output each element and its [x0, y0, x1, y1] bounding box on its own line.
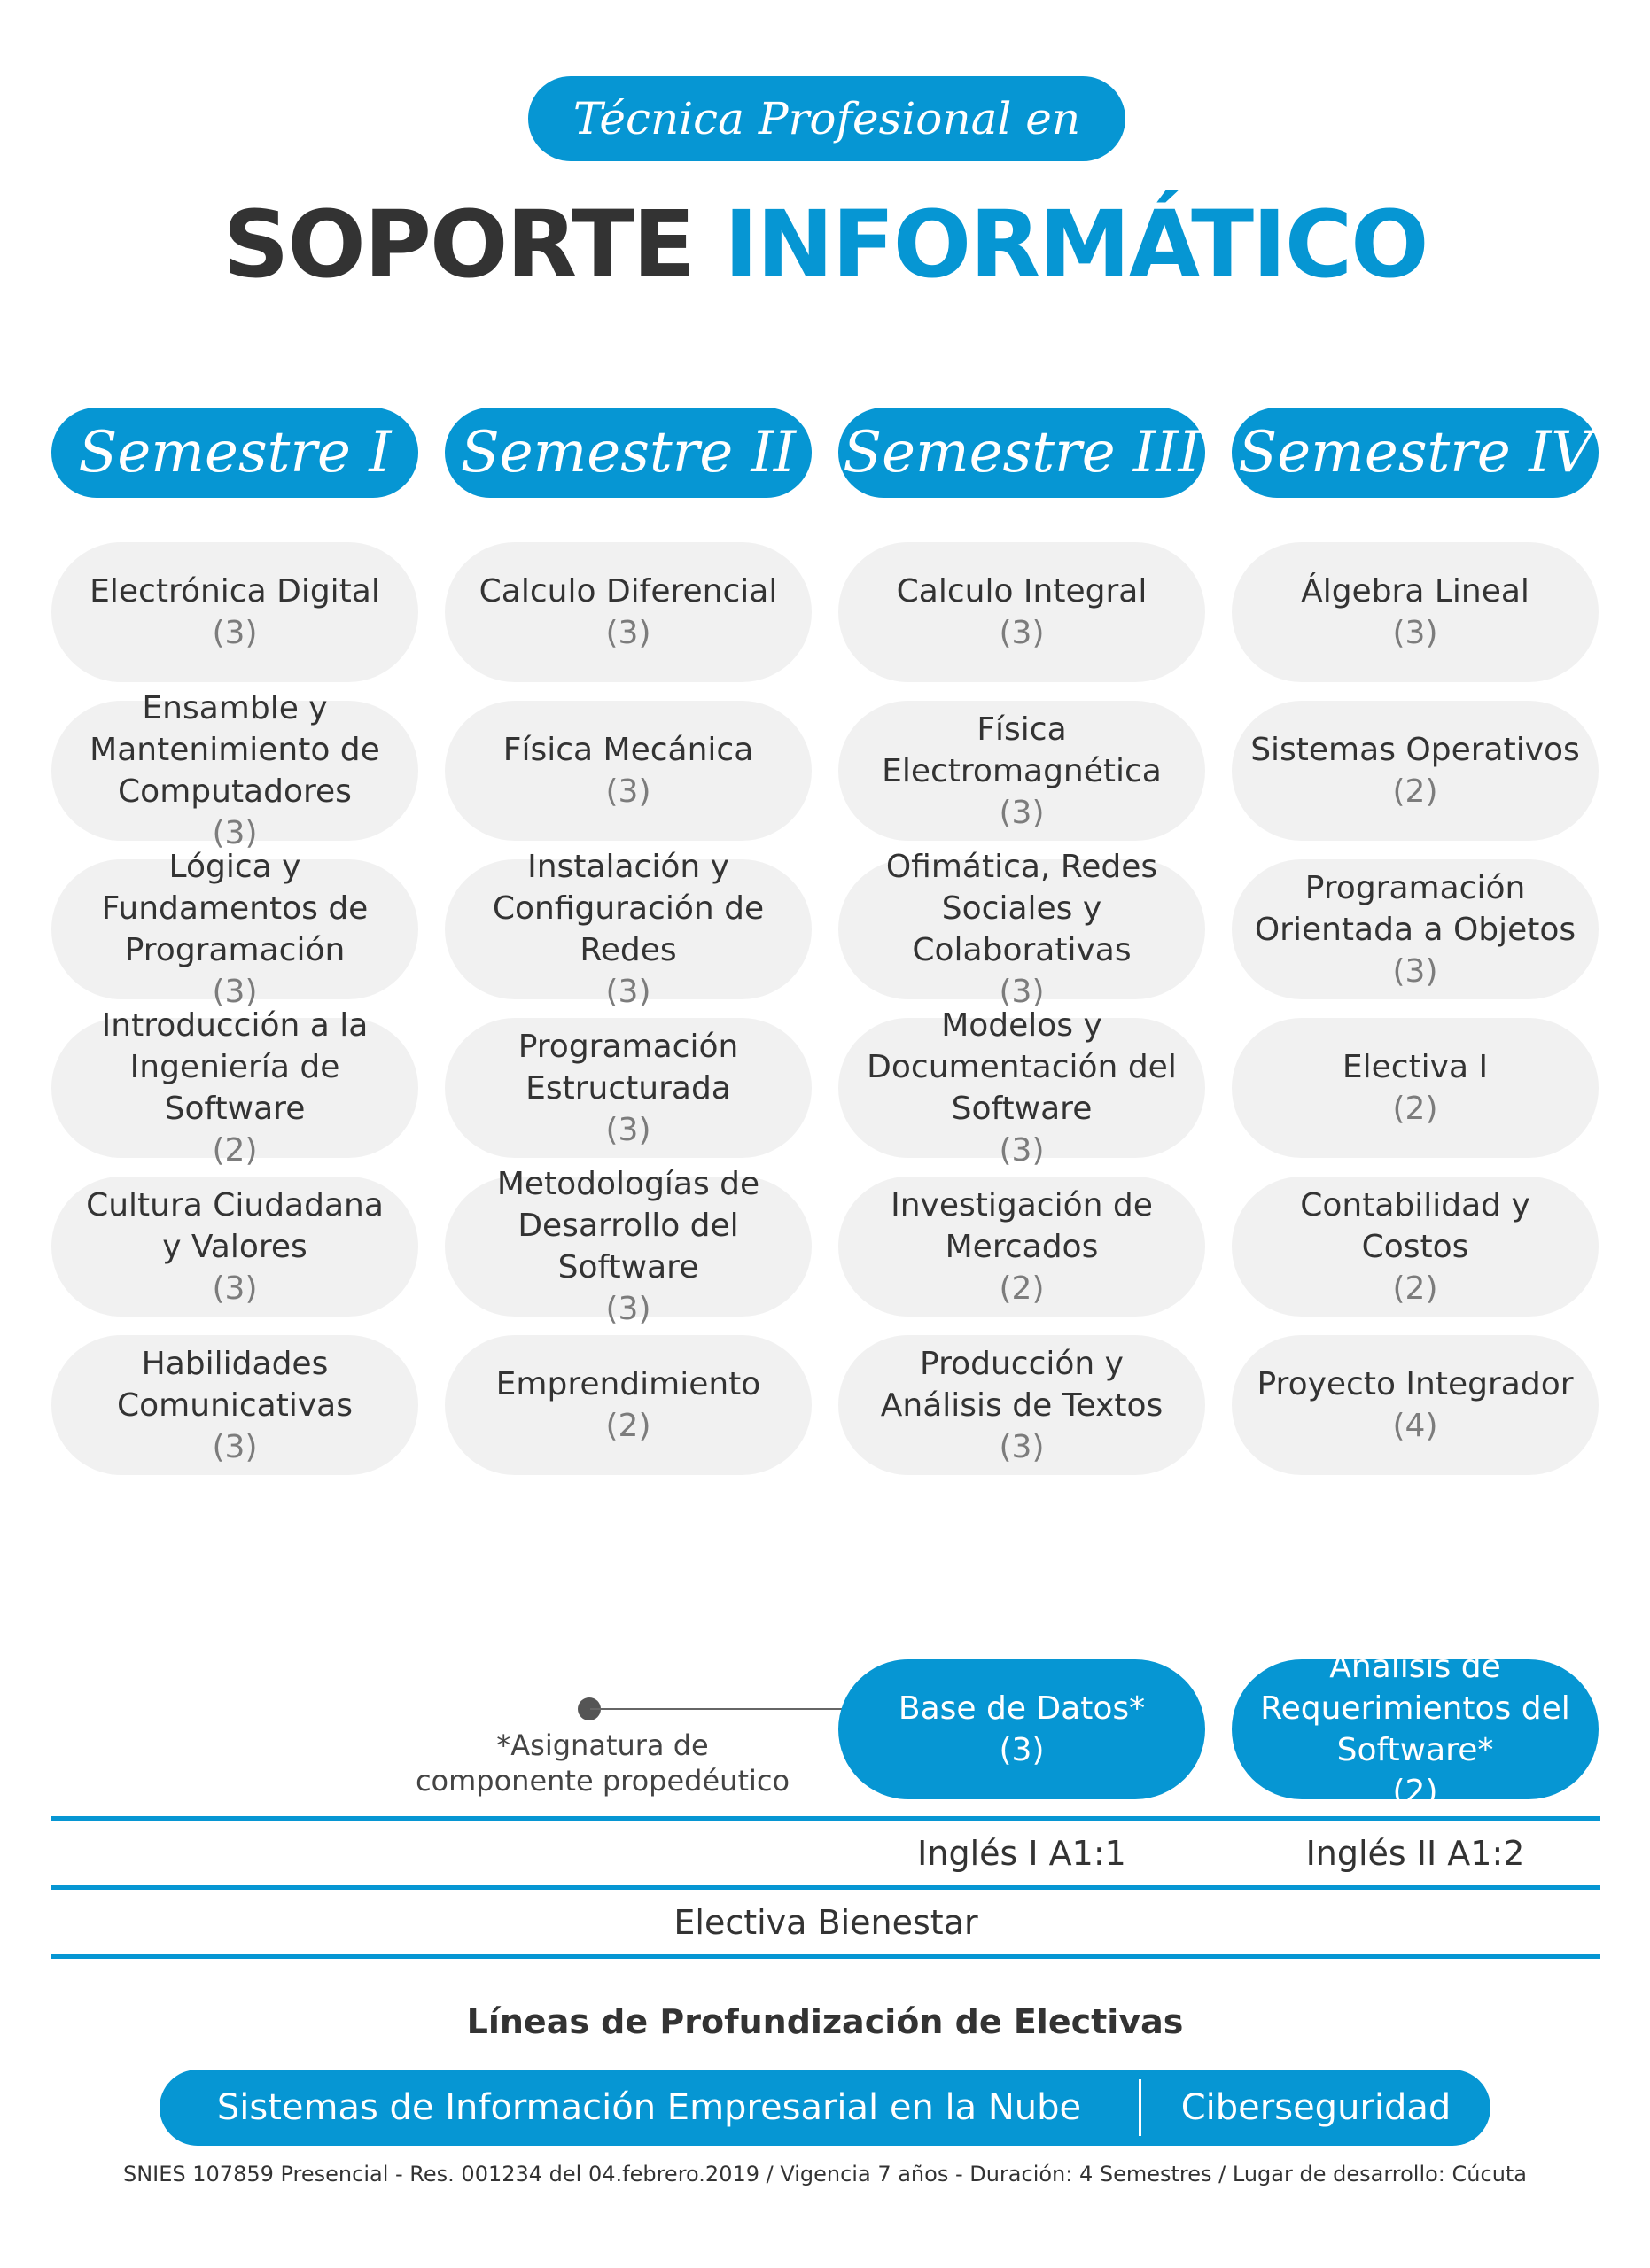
course-credits: (2): [1392, 1270, 1438, 1307]
course-card: [838, 1177, 1205, 1317]
course-credits: (3): [999, 1132, 1045, 1169]
course-name: Programación Estructurada: [518, 1028, 739, 1107]
course-credits: (3): [212, 974, 258, 1010]
course-card: [445, 701, 812, 841]
course-credits: (3): [1392, 952, 1438, 990]
course-credits: (3): [212, 1270, 258, 1307]
course-card: [51, 542, 418, 682]
course-name: Contabilidad y Costos: [1300, 1186, 1530, 1265]
semester-header-1: [51, 408, 418, 498]
propaedeutic-note: *Asignatura de componente propedéutico: [415, 1728, 790, 1798]
course-credits: (3): [605, 974, 651, 1010]
course-credits: (2): [212, 1132, 258, 1169]
english-level-1: Inglés I A1:1: [917, 1834, 1126, 1873]
course-card: [51, 690, 418, 851]
course-name: Calculo Integral: [896, 573, 1148, 610]
semester-label: Semestre I: [78, 420, 392, 485]
footer-legal-text: SNIES 107859 Presencial - Res. 001234 del 04.febrero.2019 / Vigencia 7 años - Duración: 4 Semestres / Lugar de desarrollo: Cúcuta: [122, 2162, 1528, 2186]
course-card: [51, 849, 418, 1010]
course-name: Modelos y Documentación del Software: [867, 1007, 1177, 1127]
course-credits: (3): [212, 815, 258, 851]
title-part-2: INFORMÁTICO: [724, 190, 1428, 299]
propaedeutic-course-card: [1232, 1649, 1599, 1810]
course-credits: (2): [1392, 1774, 1438, 1810]
course-card: [1232, 1018, 1599, 1158]
course-name: Base de Datos*: [898, 1690, 1146, 1727]
program-type-badge: [528, 76, 1125, 161]
course-name: Lógica y Fundamentos de Programación: [101, 849, 369, 968]
course-card: [1232, 701, 1599, 841]
page-title: [0, 190, 1650, 299]
course-name: Emprendimiento: [495, 1366, 761, 1402]
english-level-2: Inglés II A1:2: [1305, 1834, 1525, 1873]
course-credits: (3): [605, 773, 651, 810]
semester-header-2: [445, 408, 812, 498]
course-name: Sistemas Operativos: [1250, 732, 1580, 768]
divider: [51, 1954, 1600, 1959]
course-credits: (3): [605, 615, 651, 651]
course-credits: (3): [212, 615, 258, 651]
course-credits: (3): [1392, 615, 1438, 651]
course-card: [51, 1177, 418, 1317]
course-name: Producción y Análisis de Textos: [880, 1345, 1164, 1424]
course-credits: (3): [999, 1732, 1045, 1768]
course-card: [838, 1335, 1205, 1475]
divider: [51, 1816, 1600, 1821]
course-name: Electiva I: [1342, 1049, 1489, 1085]
course-card: [1232, 1335, 1599, 1475]
course-credits: (4): [1392, 1408, 1438, 1444]
propaedeutic-course-card: [838, 1659, 1205, 1799]
course-name: Instalación y Configuración de Redes: [492, 849, 765, 968]
course-name: Ensamble y Mantenimiento de Computadores: [90, 690, 380, 810]
course-card: [838, 542, 1205, 682]
course-card: [445, 1018, 812, 1158]
elective-line-1: Sistemas de Información Empresarial en la Nube: [216, 2087, 1082, 2128]
course-credits: (3): [605, 1291, 651, 1327]
course-credits: (3): [999, 615, 1045, 651]
semester-header-3: [838, 408, 1205, 498]
course-card: [445, 542, 812, 682]
course-card: [838, 701, 1205, 841]
course-credits: (2): [999, 1270, 1045, 1307]
electives-lines-banner: [160, 2070, 1490, 2146]
semester-label: Semestre IV: [1238, 420, 1592, 485]
course-card: [445, 849, 812, 1010]
program-type-label: Técnica Profesional en: [572, 93, 1081, 144]
course-card: [838, 1007, 1205, 1169]
course-name: Ofimática, Redes Sociales y Colaborativas: [885, 849, 1158, 968]
course-name: Física Mecánica: [502, 732, 754, 768]
course-card: [1232, 542, 1599, 682]
semester-header-4: [1232, 408, 1599, 498]
course-credits: (2): [605, 1408, 651, 1444]
course-name: Proyecto Integrador: [1257, 1366, 1574, 1402]
semester-label: Semestre II: [460, 420, 797, 485]
course-credits: (3): [605, 1111, 651, 1148]
course-name: Física Electromagnética: [882, 711, 1162, 789]
course-credits: (3): [999, 794, 1045, 831]
course-card: [445, 1335, 812, 1475]
elective-line-2: Ciberseguridad: [1180, 2087, 1452, 2128]
course-card: [838, 849, 1205, 1010]
semester-label: Semestre III: [843, 420, 1201, 485]
course-name: Introducción a la Ingeniería de Software: [101, 1007, 369, 1127]
course-name: Cultura Ciudadana y Valores: [86, 1186, 384, 1265]
electives-title: Líneas de Profundización de Electivas: [466, 2002, 1184, 2041]
course-credits: (3): [999, 1428, 1045, 1465]
course-credits: (3): [999, 974, 1045, 1010]
course-name: Álgebra Lineal: [1301, 573, 1529, 610]
course-name: Electrónica Digital: [90, 573, 380, 610]
course-name: Investigación de Mercados: [891, 1186, 1153, 1265]
course-name: Metodologías de Desarrollo del Software: [496, 1166, 760, 1285]
course-credits: (3): [212, 1428, 258, 1465]
connector-line: [590, 1708, 852, 1710]
wellbeing-elective: Electiva Bienestar: [673, 1903, 978, 1942]
course-card: [51, 1007, 418, 1169]
course-name: Calculo Diferencial: [479, 573, 778, 610]
course-name: Análisis de Requerimientos del Software*: [1260, 1649, 1570, 1768]
course-name: Habilidades Comunicativas: [117, 1345, 353, 1424]
course-credits: (2): [1392, 773, 1438, 810]
course-card: [1232, 859, 1599, 999]
course-name: Programación Orientada a Objetos: [1254, 869, 1576, 948]
course-card: [1232, 1177, 1599, 1317]
course-credits: (2): [1392, 1091, 1438, 1127]
course-card: [445, 1166, 812, 1327]
course-card: [51, 1335, 418, 1475]
divider: [51, 1885, 1600, 1890]
title-part-1: SOPORTE: [222, 190, 694, 299]
